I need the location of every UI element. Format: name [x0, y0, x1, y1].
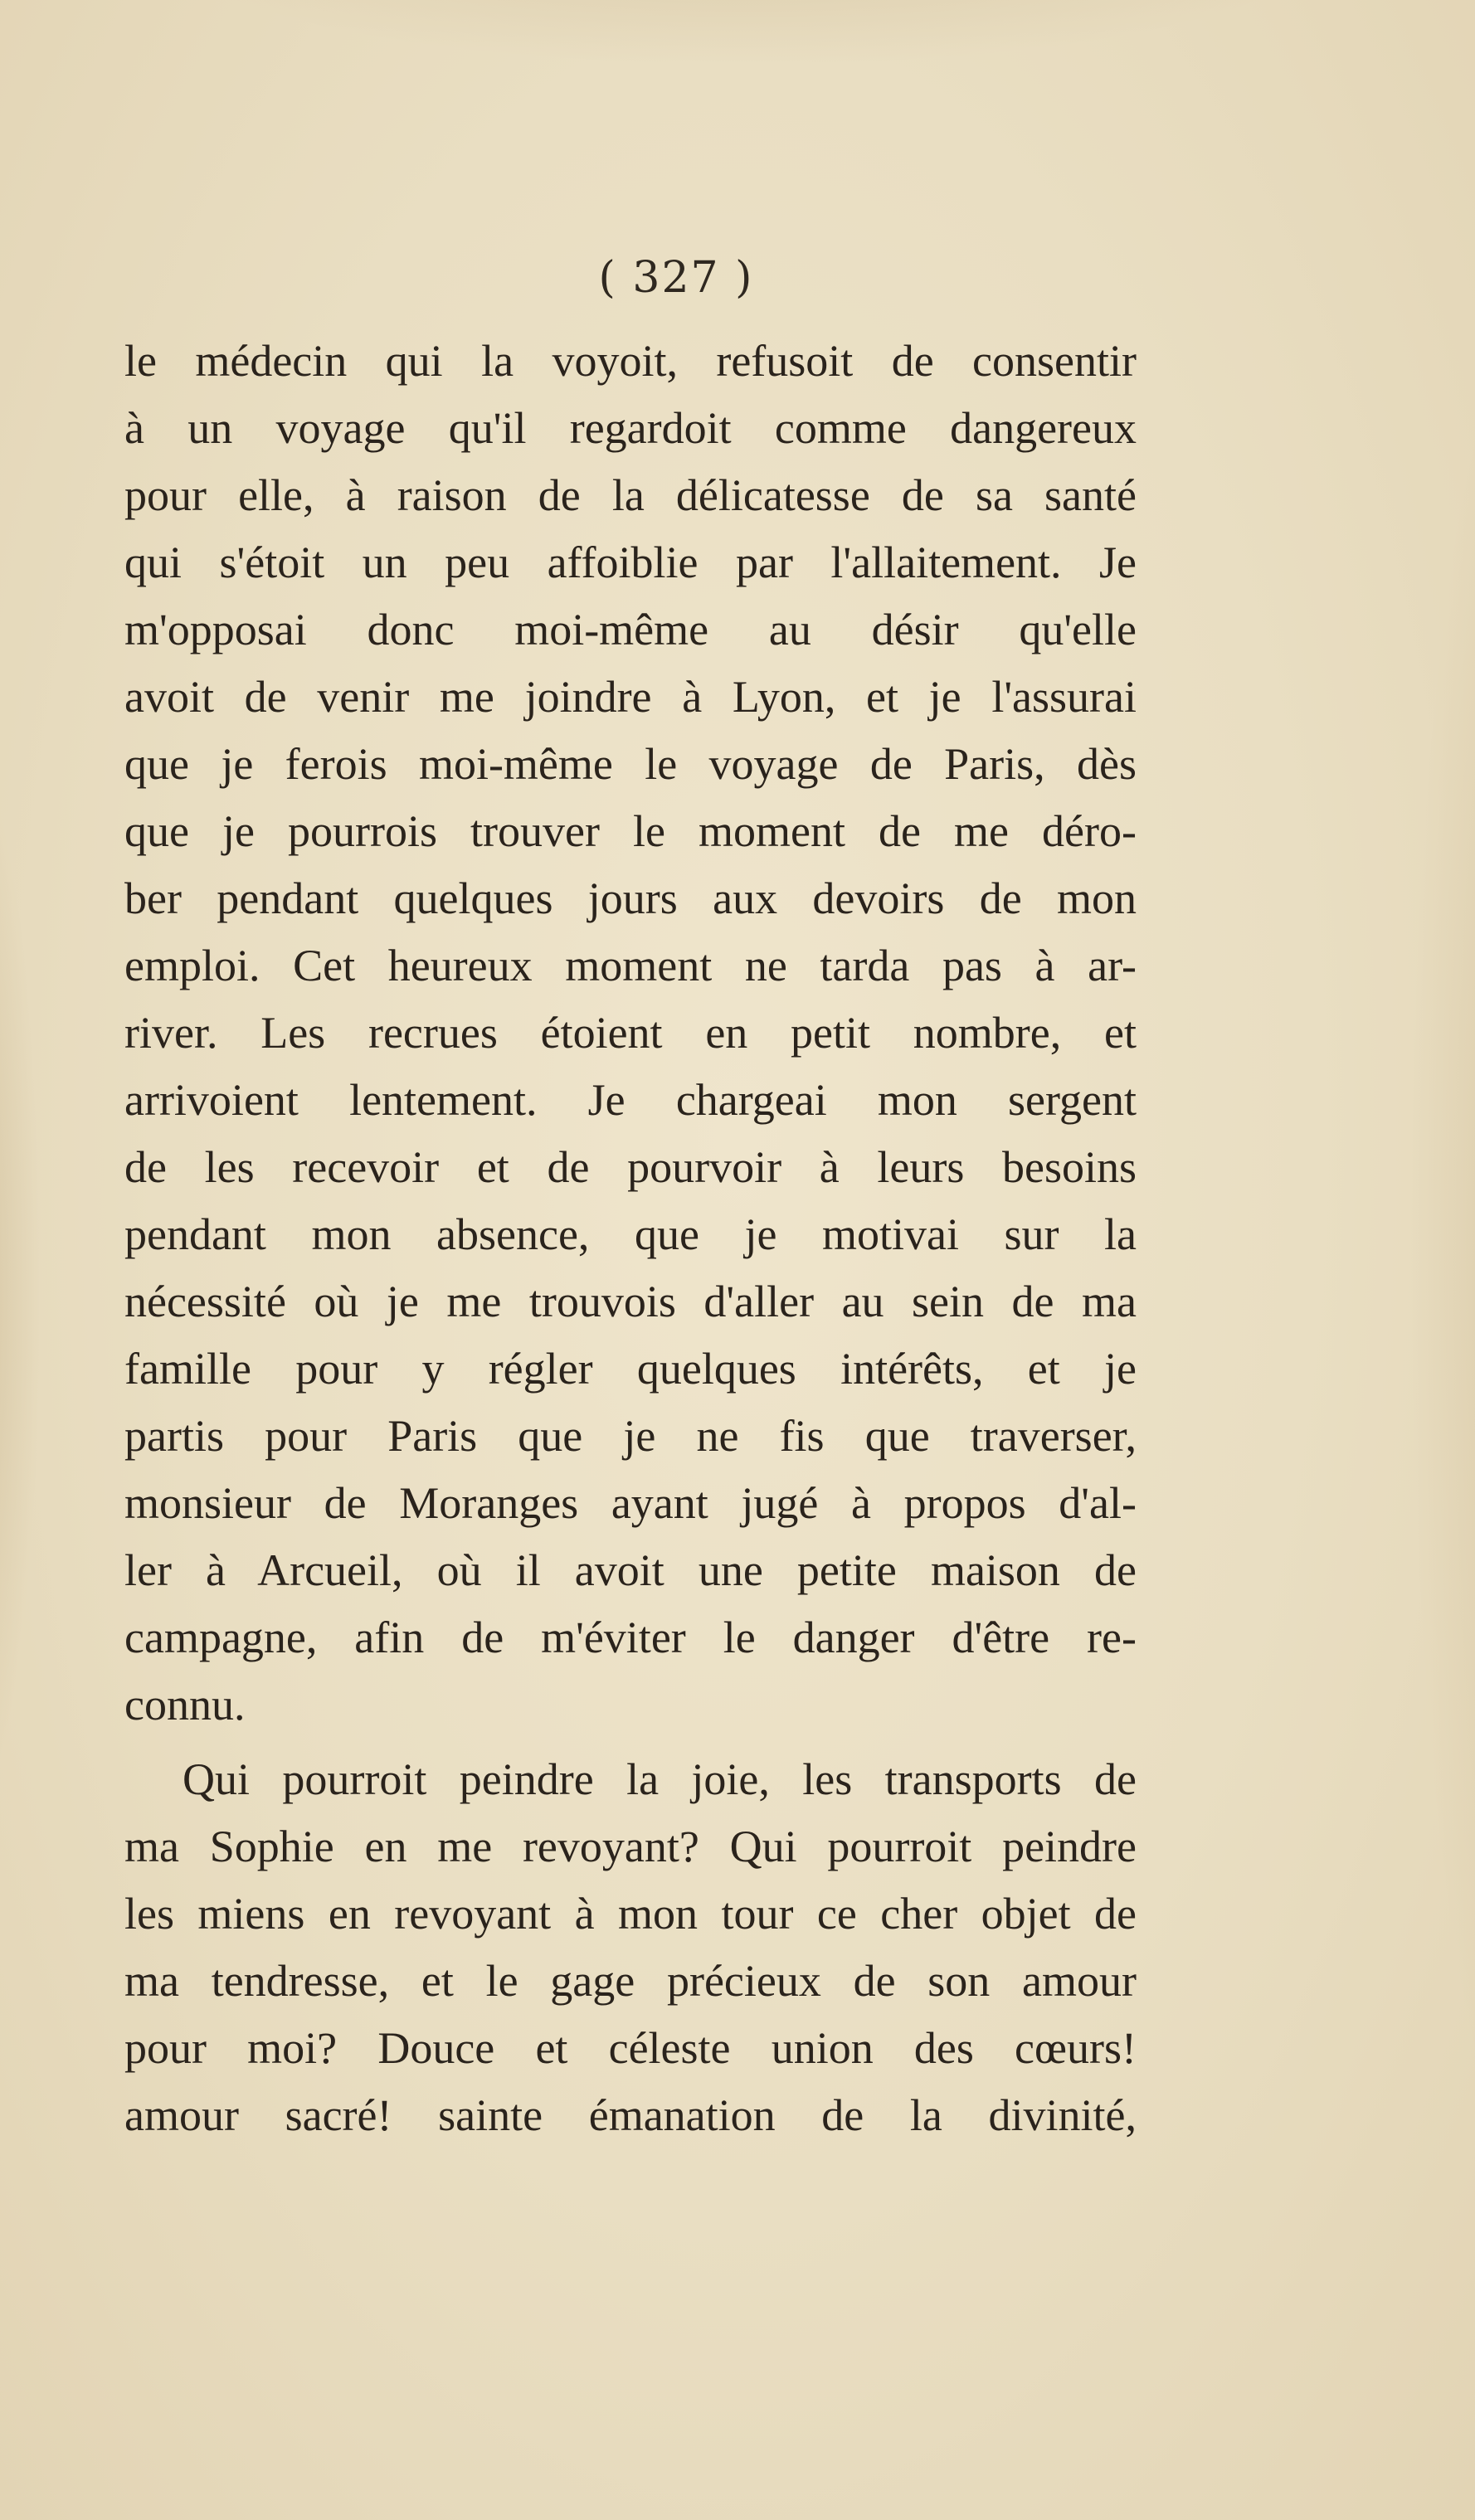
text-line: ler à Arcueil, où il avoit une petite maison de — [124, 1545, 1137, 1595]
text-line: arrivoient lentement. Je chargeai mon sergent — [124, 1075, 1137, 1125]
text-line: avoit de venir me joindre à Lyon, et je l'assurai — [124, 672, 1137, 722]
text-line: monsieur de Moranges ayant jugé à propos d'al- — [124, 1478, 1137, 1528]
text-line: river. Les recrues étoient en petit nombre, et — [124, 1008, 1137, 1058]
text-line: pour elle, à raison de la délicatesse de sa santé — [124, 470, 1137, 520]
text-line: nécessité où je me trouvois d'aller au sein de ma — [124, 1277, 1137, 1326]
text-line: Qui pourroit peindre la joie, les transports de — [183, 1754, 1137, 1804]
text-line: ma tendresse, et le gage précieux de son amour — [124, 1956, 1137, 2006]
text-line: partis pour Paris que je ne fis que traverser, — [124, 1411, 1137, 1461]
text-line: de les recevoir et de pourvoir à leurs besoins — [124, 1142, 1137, 1192]
text-line: ma Sophie en me revoyant? Qui pourroit peindre — [124, 1822, 1137, 1871]
text-line: emploi. Cet heureux moment ne tarda pas à ar- — [124, 941, 1137, 990]
text-line: les miens en revoyant à mon tour ce cher objet de — [124, 1889, 1137, 1939]
page-stain — [0, 747, 41, 1825]
text-line: à un voyage qu'il regardoit comme dangereux — [124, 403, 1137, 453]
paragraph-gap — [124, 1739, 1137, 1746]
page-number: ( 327 ) — [598, 253, 754, 303]
text-line: pendant mon absence, que je motivai sur la — [124, 1209, 1137, 1259]
text-line: connu. — [124, 1680, 246, 1729]
page-stain — [166, 0, 1327, 66]
text-line: m'opposai donc moi-même au désir qu'elle — [124, 605, 1137, 654]
text-line: campagne, afin de m'éviter le danger d'être re- — [124, 1613, 1137, 1662]
paragraph — [124, 1746, 1137, 2149]
paragraph — [124, 328, 1137, 1739]
body-text — [124, 328, 1137, 2149]
text-line: le médecin qui la voyoit, refusoit de consentir — [124, 336, 1137, 386]
text-line: famille pour y régler quelques intérêts, et je — [124, 1344, 1137, 1394]
text-line: pour moi? Douce et céleste union des cœurs! — [124, 2023, 1137, 2073]
text-line: que je ferois moi-même le voyage de Paris, dès — [124, 739, 1137, 789]
text-line: ber pendant quelques jours aux devoirs de mon — [124, 873, 1137, 923]
text-line: amour sacré! sainte émanation de la divinité, — [124, 2090, 1137, 2140]
page-stain — [1409, 332, 1475, 2157]
text-line: que je pourrois trouver le moment de me déro- — [124, 806, 1137, 856]
text-line: qui s'étoit un peu affoiblie par l'allaitement. Je — [124, 538, 1137, 587]
